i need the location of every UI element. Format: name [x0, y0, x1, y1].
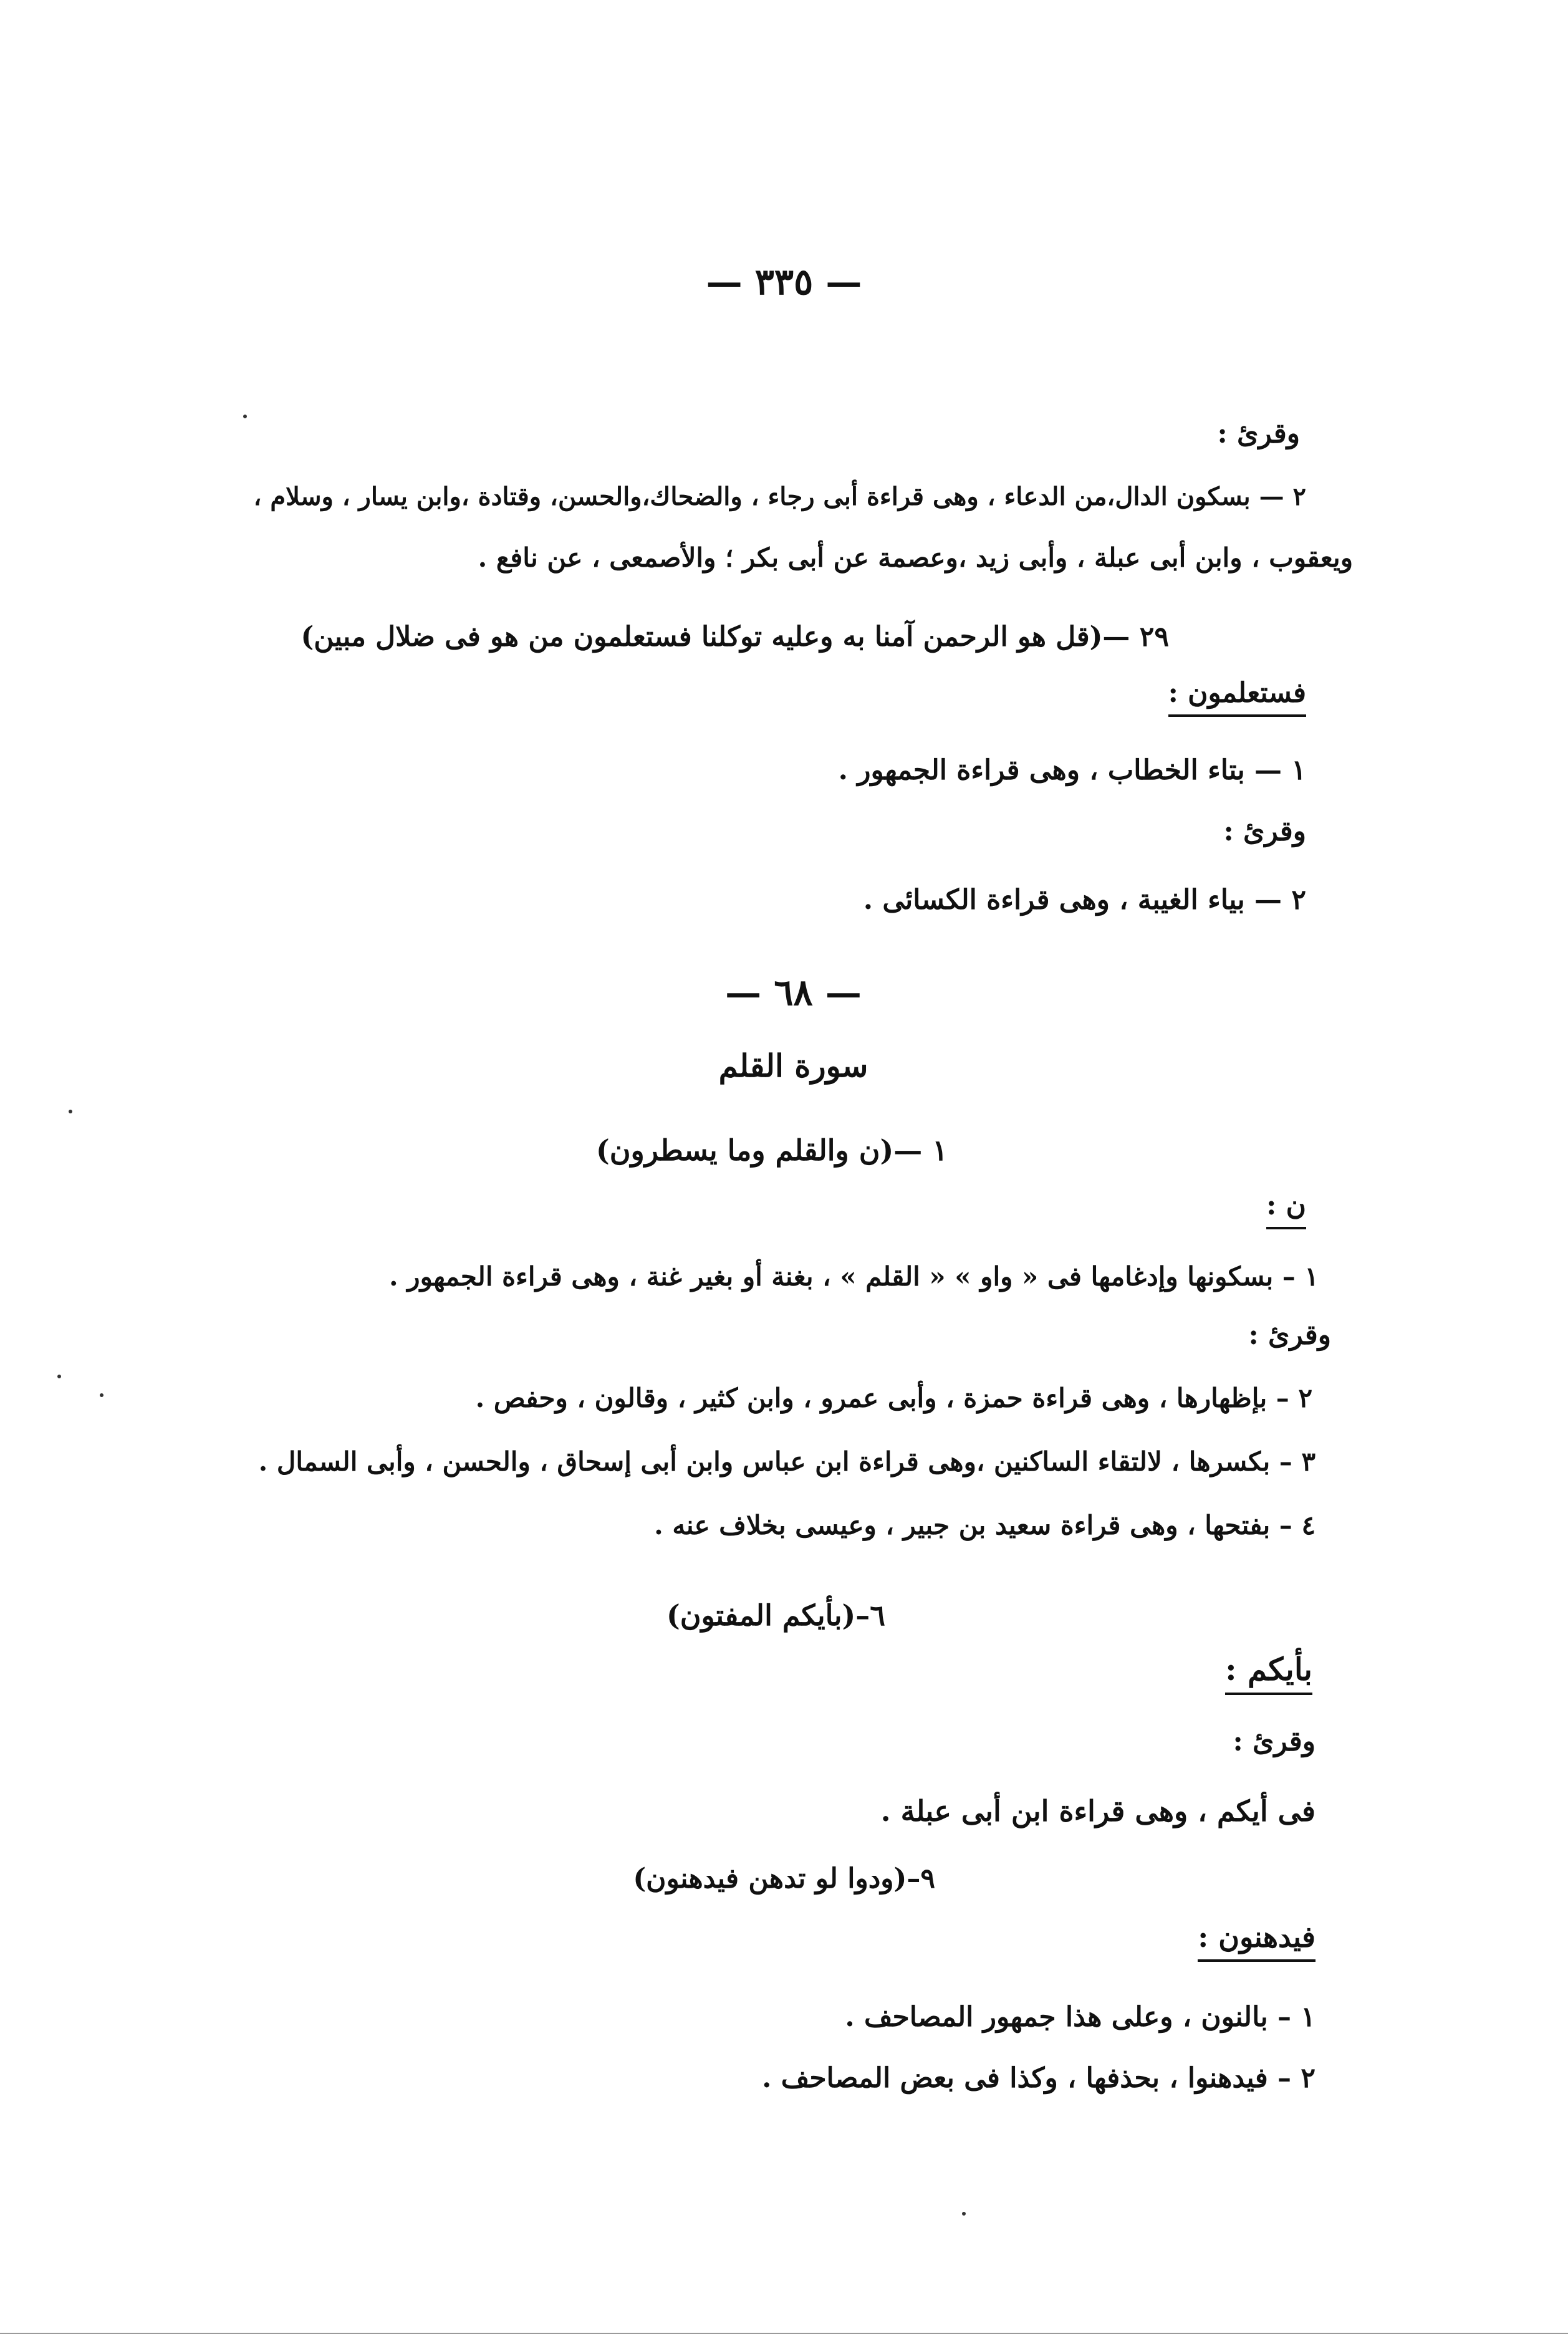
- reading-line: ١ — بتاء الخطاب ، وهى قراءة الجمهور .: [838, 754, 1306, 786]
- verse-quote: ٦–(بأيكم المفتون): [666, 1598, 885, 1632]
- scan-speck: [243, 415, 247, 418]
- variant-heading: وقرئ :: [1233, 1726, 1315, 1757]
- verse-quote: ٩–(ودوا لو تدهن فيدهنون): [633, 1863, 935, 1895]
- word-heading: بأيكم :: [1225, 1652, 1312, 1695]
- reading-line: ٤ – بفتحها ، وهى قراءة سعيد بن جبير ، وعيسى بخلاف عنه .: [654, 1510, 1315, 1540]
- verse-quote: ١ —(ن والقلم وما يسطرون): [595, 1133, 948, 1167]
- reading-line: ١ – بسكونها وإدغامها فى « واو » « القلم » ، بغنة أو بغير غنة ، وهى قراءة الجمهور .: [389, 1261, 1319, 1292]
- variant-heading: وقرئ :: [1223, 815, 1306, 847]
- reading-line: ١ – بالنون ، وعلى هذا جمهور المصاحف .: [845, 2001, 1315, 2033]
- surah-number: — ٦٨ —: [725, 971, 862, 1014]
- variant-heading: وقرئ :: [1248, 1319, 1331, 1351]
- reading-line: ٢ — بياء الغيبة ، وهى قراءة الكسائى .: [863, 884, 1306, 916]
- word-heading: ن :: [1266, 1191, 1306, 1229]
- verse-quote: ٢٩ —(قل هو الرحمن آمنا به وعليه توكلنا فستعلمون من هو فى ضلال مبين): [301, 621, 1169, 653]
- page-edge-line: [0, 2333, 1568, 2334]
- reading-line: ٢ – فيدهنوا ، بحذفها ، وكذا فى بعض المصاحف .: [762, 2062, 1315, 2094]
- variant-heading: وقرئ :: [1217, 418, 1300, 449]
- reading-line: ويعقوب ، وابن أبى عبلة ، وأبى زيد ،وعصمة عن أبى بكر ؛ والأصمعى ، عن نافع .: [478, 542, 1353, 573]
- reading-line: ٣ – بكسرها ، لالتقاء الساكنين ،وهى قراءة ابن عباس وابن أبى إسحاق ، والحسن ، وأبى السمال .: [258, 1446, 1315, 1477]
- scan-speck: [100, 1393, 103, 1397]
- word-heading: فستعلمون :: [1168, 678, 1306, 717]
- page-number: — ٣٣٥ —: [706, 261, 862, 303]
- reading-line: ٢ – بإظهارها ، وهى قراءة حمزة ، وأبى عمرو ، وابن كثير ، وقالون ، وحفص .: [475, 1383, 1312, 1413]
- scan-speck: [962, 2212, 966, 2216]
- scan-speck: [69, 1110, 72, 1113]
- reading-line: فى أيكم ، وهى قراءة ابن أبى عبلة .: [880, 1794, 1315, 1828]
- word-heading: فيدهنون :: [1198, 1921, 1315, 1962]
- surah-title: سورة القلم: [718, 1047, 868, 1084]
- reading-line: ٢ — بسكون الدال،من الدعاء ، وهى قراءة أبى رجاء ، والضحاك،والحسن، وقتادة ،وابن يسار ، وسلام ،: [253, 482, 1306, 511]
- scan-speck: [57, 1375, 61, 1378]
